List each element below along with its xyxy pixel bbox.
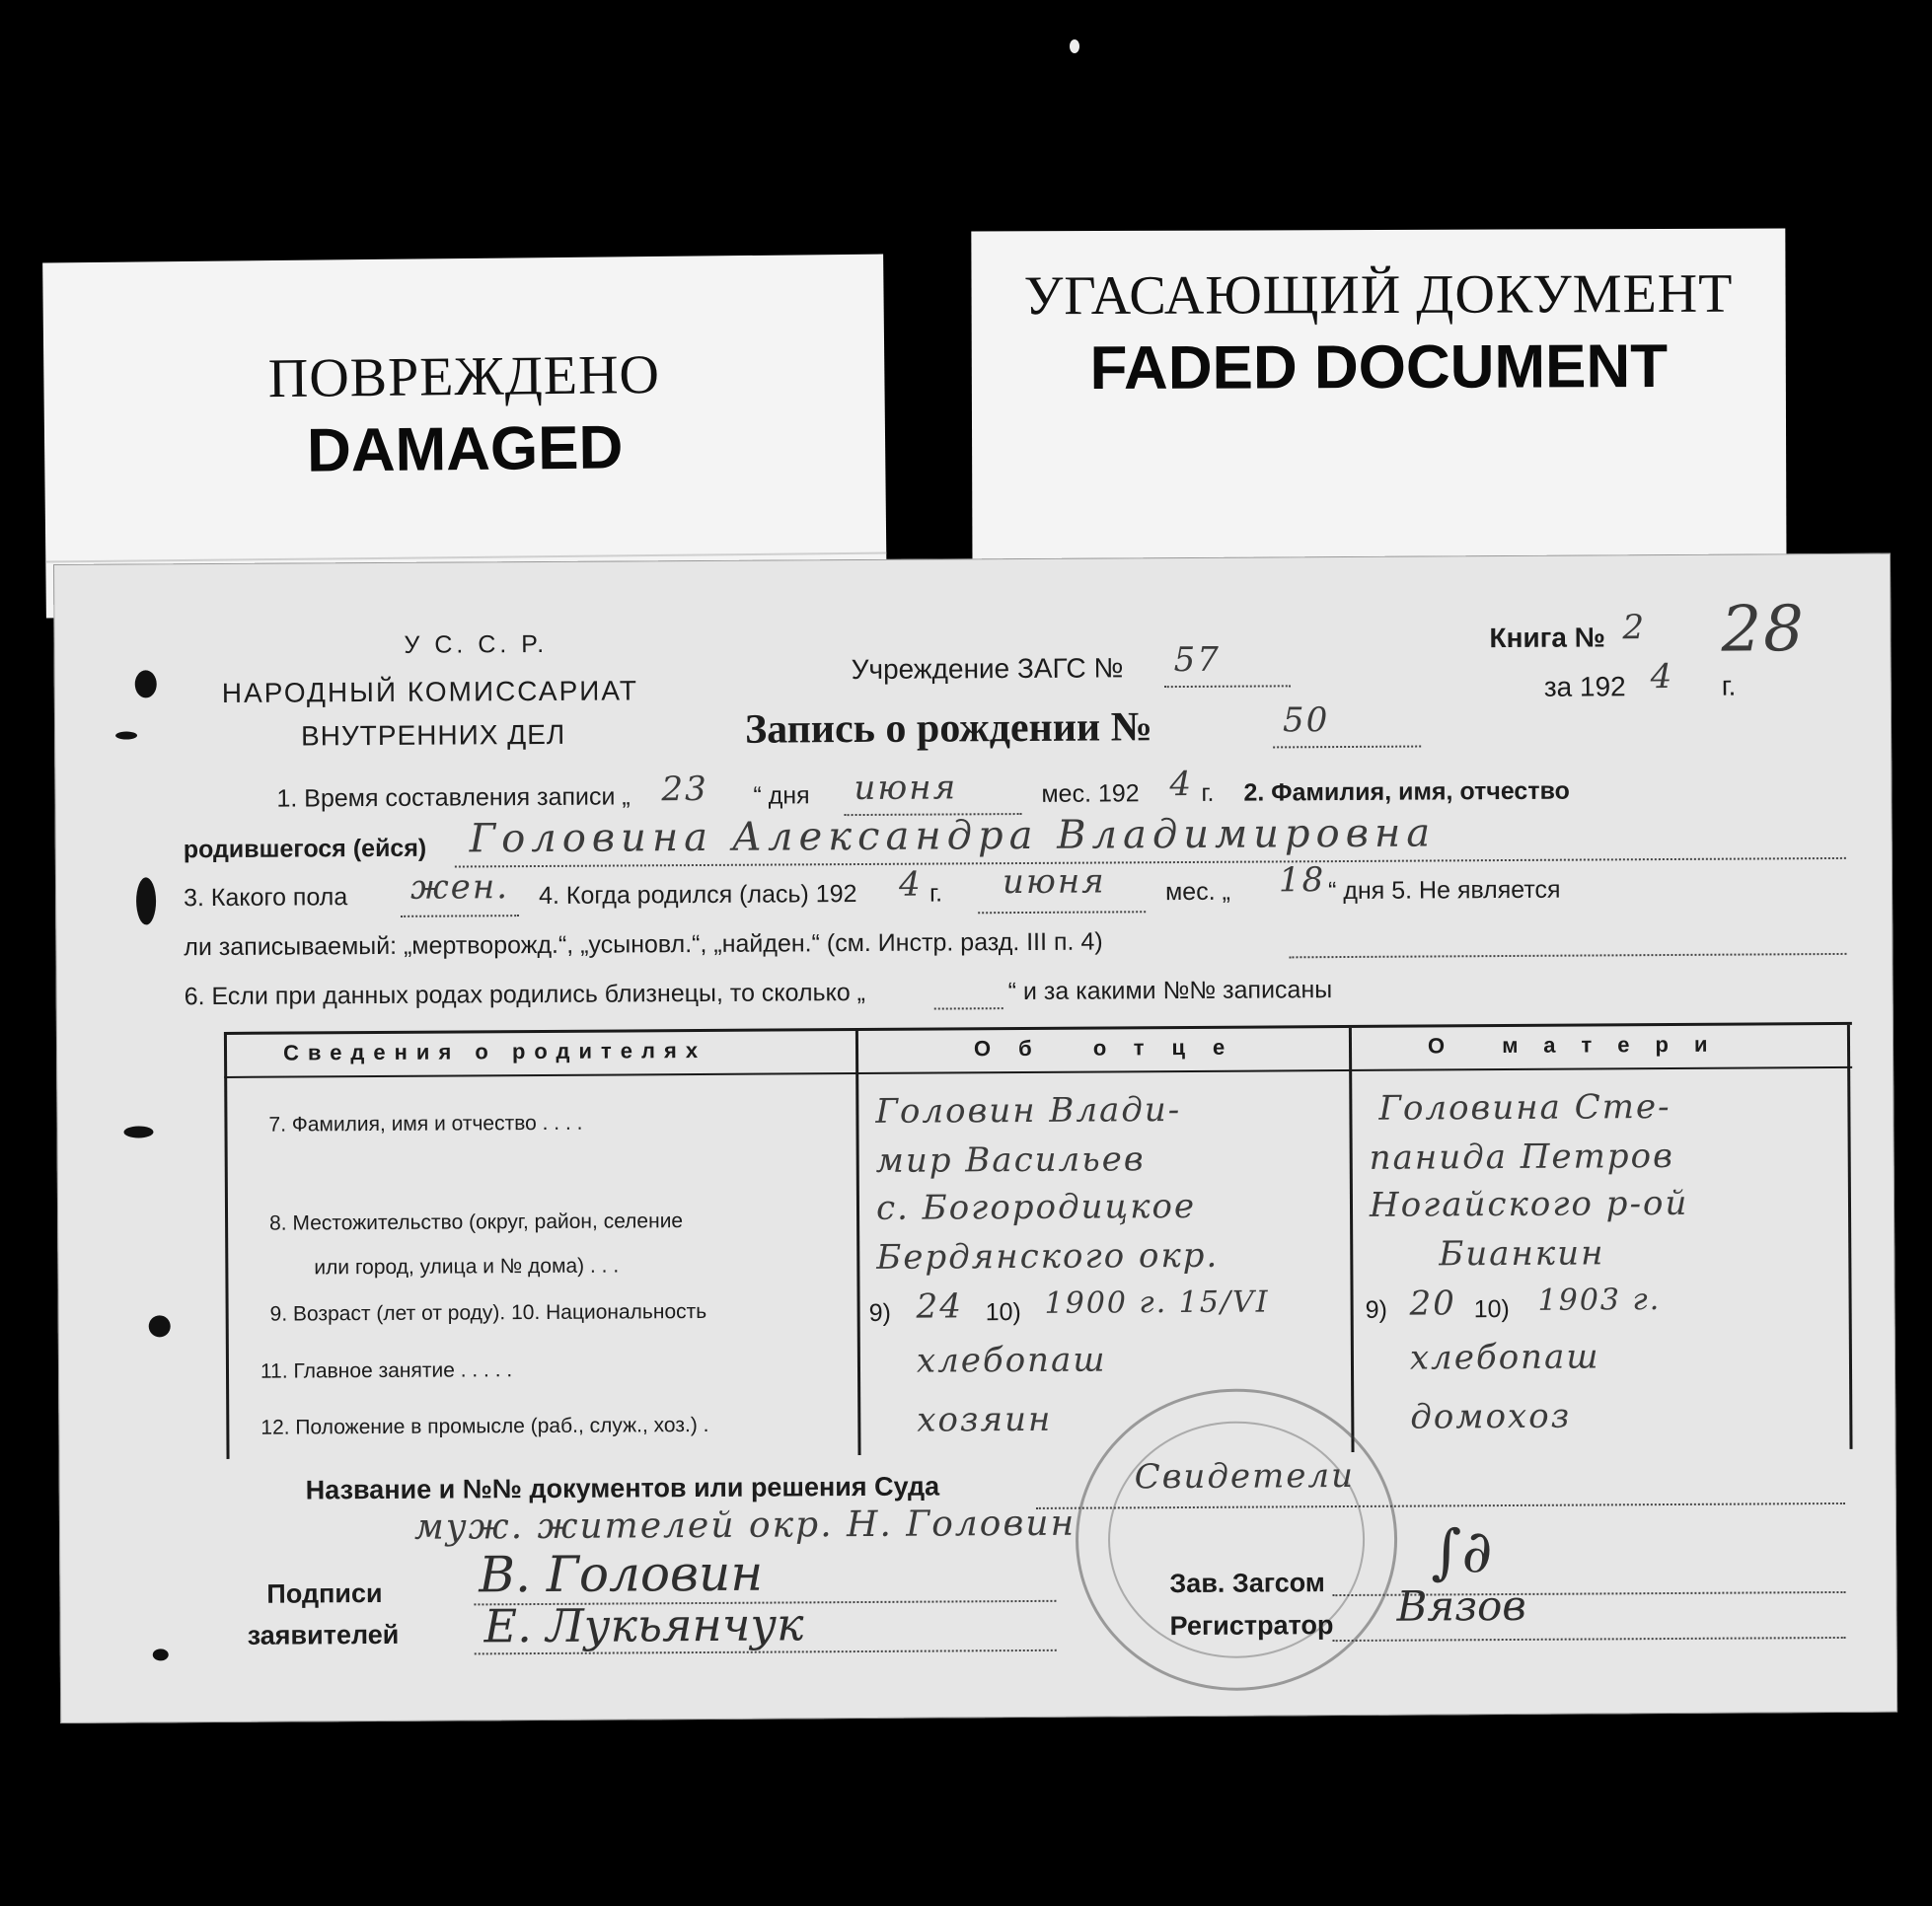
- field-6-underline: [934, 1007, 1003, 1009]
- signatures-label-1: Подписи: [266, 1577, 383, 1609]
- col-header-father: Об отце: [973, 1034, 1253, 1062]
- mother-name-1: Головина Сте-: [1378, 1086, 1672, 1129]
- table-border: [1847, 1025, 1853, 1449]
- faded-label-en: FADED DOCUMENT: [1089, 331, 1669, 403]
- field-4-day-suffix: “ дня 5. Не является: [1327, 875, 1561, 906]
- mother-name-2: панида Петров: [1369, 1136, 1674, 1178]
- year-suffix: г.: [1721, 670, 1737, 701]
- mother-age: 20: [1409, 1283, 1456, 1324]
- field-3-underline: [401, 915, 519, 917]
- row-11-label: 11. Главное занятие . . . . .: [260, 1358, 513, 1383]
- col-header-parents: Сведения о родителях: [282, 1037, 707, 1065]
- father-name-2: мир Васильев: [875, 1139, 1146, 1181]
- punch-hole: [136, 877, 156, 924]
- field-1-year-label: мес. 192: [1041, 779, 1140, 808]
- mother-residence-2: Бианкин: [1439, 1233, 1605, 1275]
- damaged-label-en: DAMAGED: [306, 413, 624, 485]
- father-position: хозяин: [917, 1399, 1053, 1440]
- book-label: Книга №: [1489, 622, 1606, 654]
- table-divider: [855, 1031, 861, 1455]
- record-underline: [1273, 746, 1421, 749]
- father-n9: 9): [868, 1298, 891, 1327]
- father-occupation: хлебопаш: [916, 1340, 1107, 1381]
- office-label: Учреждение ЗАГС №: [851, 652, 1124, 686]
- registrar-signature: Вязов: [1396, 1580, 1526, 1631]
- faded-label-ru: УГАСАЮЩИЙ ДОКУМЕНТ: [1023, 262, 1734, 328]
- field-5-underline: [1289, 953, 1846, 958]
- book-number: 2: [1622, 608, 1647, 648]
- field-1-year: 4: [1169, 764, 1194, 805]
- field-3-label: 3. Какого пола: [183, 883, 348, 913]
- field-4-day-label: мес. „: [1164, 877, 1230, 907]
- field-1-day: 23: [661, 769, 708, 810]
- field-1-day-suffix: “ дня: [753, 781, 810, 810]
- table-header-line: [224, 1066, 1852, 1078]
- field-2-label: 2. Фамилия, имя, отчество: [1243, 776, 1570, 807]
- head-signature-icon: ∫∂: [1430, 1517, 1493, 1587]
- row-12-label: 12. Положение в промысле (раб., служ., хоз.) .: [260, 1413, 709, 1439]
- signatures-label-2: заявителей: [247, 1619, 400, 1650]
- field-6-label: 6. Если при данных родах родились близнецы, то сколько „: [184, 978, 866, 1011]
- head-label: Зав. Загсом: [1169, 1568, 1325, 1599]
- field-4-month-underline: [978, 911, 1146, 914]
- registrar-label: Регистратор: [1169, 1610, 1334, 1642]
- field-4-month: июня: [1002, 861, 1106, 903]
- field-3-sex: жен.: [409, 867, 510, 908]
- field-1-month: июня: [854, 768, 958, 809]
- field-4-year-suffix: г.: [929, 879, 943, 908]
- documents-value: Свидетели: [1134, 1455, 1356, 1498]
- record-number: 50: [1282, 700, 1330, 741]
- table-border: [224, 1035, 230, 1459]
- official-stamp: [1075, 1388, 1398, 1692]
- father-nationality: 1900 г. 15/VI: [1044, 1284, 1270, 1321]
- field-2-label-cont: родившегося (ейся): [183, 834, 427, 864]
- record-title: Запись о рождении №: [744, 704, 1152, 753]
- punch-hole: [135, 670, 157, 697]
- father-age: 24: [916, 1286, 964, 1327]
- damage-mark: [123, 1126, 153, 1137]
- father-name-1: Головин Влади-: [875, 1090, 1182, 1132]
- table-divider: [1349, 1028, 1355, 1452]
- field-5-label: ли записываемый: „мертворожд.“, „усыновл.“, „найден.“ (см. Инстр. разд. III п. 4): [184, 927, 1103, 962]
- field-6-label-cont: “ и за какими №№ записаны: [1007, 976, 1333, 1006]
- punch-hole: [149, 1315, 171, 1337]
- mother-position: домохоз: [1410, 1396, 1572, 1437]
- republic-header: У С. С. Р.: [404, 629, 549, 659]
- mother-nationality: 1903 г.: [1537, 1283, 1662, 1318]
- ministry-line1: НАРОДНЫЙ КОМИССАРИАТ: [221, 675, 639, 708]
- documents-value-2: муж. жителей окр. Н. Головин: [413, 1503, 1077, 1548]
- dust-speck: [1070, 39, 1079, 53]
- field-1-year-suffix: г.: [1201, 778, 1215, 807]
- year-digit: 4: [1650, 656, 1674, 697]
- damaged-label-ru: ПОВРЕЖДЕНО: [267, 343, 661, 410]
- father-residence-2: Бердянского окр.: [876, 1235, 1220, 1278]
- field-1-label: 1. Время составления записи „: [276, 782, 631, 813]
- col-header-mother: О матери: [1427, 1031, 1734, 1059]
- row-8-label: 8. Местожительство (округ, район, селение: [269, 1210, 684, 1235]
- applicant-signature-2: Е. Лукьянчук: [483, 1597, 804, 1653]
- father-residence-1: с. Богородицкое: [875, 1186, 1197, 1228]
- documents-label: Название и №№ документов или решения Суда: [305, 1471, 940, 1505]
- child-name: Головина Александра Владимировна: [469, 810, 1437, 862]
- parents-table: [224, 1022, 1855, 1459]
- book-big-number: 28: [1721, 593, 1807, 667]
- damage-mark: [153, 1649, 169, 1660]
- field-4-day: 18: [1278, 860, 1326, 901]
- damage-mark: [115, 731, 137, 739]
- mother-n9: 9): [1365, 1295, 1387, 1324]
- mother-n10: 10): [1473, 1294, 1510, 1324]
- year-label: за 192: [1543, 671, 1626, 702]
- mother-occupation: хлебопаш: [1409, 1337, 1600, 1378]
- field-4-label: 4. Когда родился (лась) 192: [538, 880, 857, 911]
- registrar-underline: [1333, 1637, 1846, 1642]
- birth-record-form: [53, 553, 1897, 1723]
- field-4-year: 4: [898, 864, 923, 905]
- row-9-10-label: 9. Возраст (лет от роду). 10. Национальность: [269, 1299, 707, 1326]
- mother-residence-1: Ногайского р-ой: [1369, 1183, 1689, 1225]
- row-8-label-cont: или город, улица и № дома) . . .: [314, 1254, 620, 1280]
- father-n10: 10): [985, 1298, 1021, 1327]
- row-7-label: 7. Фамилия, имя и отчество . . . .: [268, 1111, 583, 1136]
- applicant-signature-1: В. Головин: [479, 1544, 764, 1604]
- ministry-line2: ВНУТРЕННИХ ДЕЛ: [300, 718, 566, 752]
- office-number: 57: [1173, 639, 1222, 681]
- office-underline: [1164, 685, 1291, 688]
